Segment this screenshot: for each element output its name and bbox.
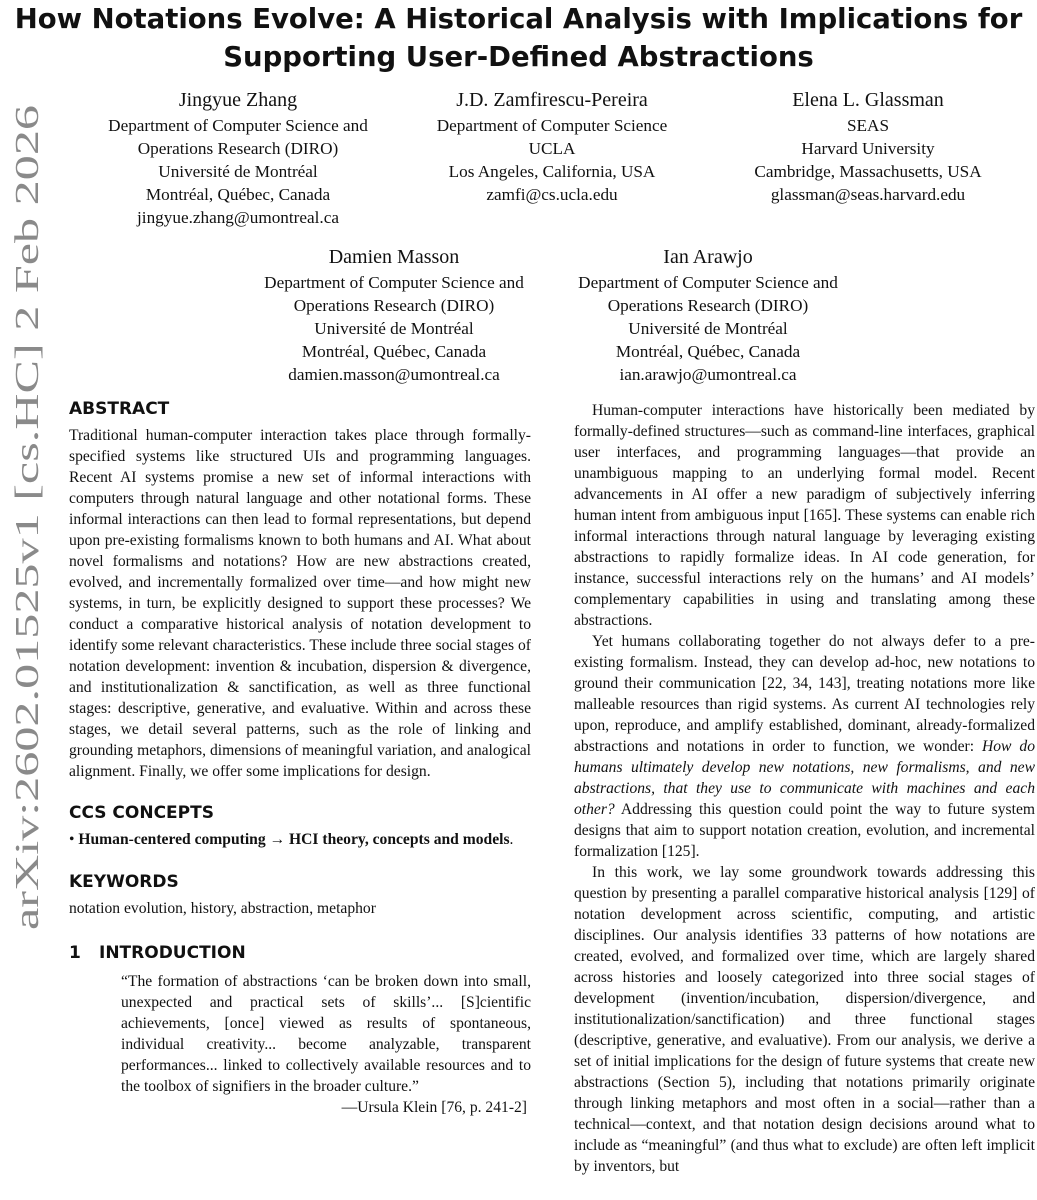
keywords-text: notation evolution, history, abstraction, metaphor xyxy=(69,900,376,917)
title-line-2: Supporting User-Defined Abstractions xyxy=(223,41,814,73)
author-name: Elena L. Glassman xyxy=(792,89,944,111)
ccs-term: Human-centered computing → HCI theory, concepts and models xyxy=(78,831,510,848)
author-affiliation: Montréal, Québec, Canada xyxy=(145,185,331,204)
intro-heading xyxy=(69,942,531,964)
author-name: J.D. Zamfirescu-Pereira xyxy=(456,89,648,111)
ccs-bullet: • xyxy=(69,831,75,848)
paragraph-text: Yet humans collaborating together do not always defer to a pre-existing formalism. Instead, they can develop ad-hoc, new notations to ground their communication [22, 34, 143], treating notations more like malleable resources than rigid systems. As current AI technologies rely upon, reproduce, and amplify established, dominant, already-formalized abstractions and notations in order to function, we wonder: xyxy=(574,633,1035,755)
author-affiliation: Operations Research (DIRO) xyxy=(293,296,495,315)
author-affiliation: Los Angeles, California, USA xyxy=(448,162,656,181)
section-number: 1 xyxy=(69,943,81,963)
author-name: Jingyue Zhang xyxy=(178,89,298,111)
intro-paragraph xyxy=(574,631,1035,862)
author-affiliation: Montréal, Québec, Canada xyxy=(615,342,801,361)
author-block xyxy=(402,88,702,206)
author-affiliation: Cambridge, Massachusetts, USA xyxy=(754,162,982,181)
author-email: damien.masson@umontreal.ca xyxy=(288,365,500,384)
author-affiliation: SEAS xyxy=(846,116,890,135)
author-affiliation: Department of Computer Science and xyxy=(264,273,524,292)
author-email: jingyue.zhang@umontreal.ca xyxy=(137,208,339,227)
arxiv-id: arXiv:2602.01525v1 [cs.HC] 2 Feb 2026 xyxy=(9,370,46,930)
intro-paragraph: Human-computer interactions have historically been mediated by formally-defined structures—such as command-line interfaces, graphical user interfaces, and programming languages—that provide an unambiguous mapping to an underlying formal model. Recent advancements in AI offer a new paradigm of subjectively inferring human intent from ambiguous input [165]. These systems can enable rich informal interactions through natural language by leveraging existing abstractions to rapidly formalize ideas. In AI code generation, for instance, successful interactions rely on the humans’ and AI models’ complementary capabilities in using and translating among these abstractions. xyxy=(574,402,1035,629)
section-title: INTRODUCTION xyxy=(99,943,246,963)
intro-paragraph: In this work, we lay some groundwork towards addressing this question by presenting a parallel comparative historical analysis [129] of notation development across scientific, computing, and artistic disciplines. Our analysis identifies 33 patterns of how notations are created, evolved, and formalized over time, which are largely shared across histories and loosely categorized into three social stages of development (invention/incubation, dispersion/divergence, and institutionalization/sanctification) and three functional stages (descriptive, generative, and evaluative). From our analysis, we derive a set of initial implications for the design of future systems that create new abstractions (Section 5), including that notations primarily originate through linking metaphors and most often in a social—rather than a technical—context, and that notation design decisions around what to include as “meaningful” (and thus what to exclude) are often left implicit by inventors, but xyxy=(574,864,1035,1175)
author-affiliation: Department of Computer Science and xyxy=(578,273,838,292)
author-affiliation: Department of Computer Science xyxy=(436,116,668,135)
author-affiliation: Université de Montréal xyxy=(314,319,474,338)
author-email: glassman@seas.harvard.edu xyxy=(770,185,966,204)
left-column xyxy=(69,398,531,1118)
research-question: How do humans ultimately develop new notations, new formalisms, and new abstractions, that they use to communicate with machines and each other? xyxy=(574,738,1035,818)
author-affiliation: Harvard University xyxy=(801,139,935,158)
author-affiliation: Operations Research (DIRO) xyxy=(607,296,809,315)
author-email: zamfi@cs.ucla.edu xyxy=(486,185,618,204)
title-line-1: How Notations Evolve: A Historical Analysis with Implications for xyxy=(14,3,1023,35)
epigraph-quote: “The formation of abstractions ‘can be broken down into small, unexpected and practical sets of skills’... [S]cientific achievements, [once] viewed as results of spontaneous, individual creativity... become analyzable, transparent performances... linked to collectively available resources and to the toolbox of signifiers in the broader culture.” xyxy=(121,973,531,1095)
author-block xyxy=(548,245,868,386)
author-affiliation: Université de Montréal xyxy=(158,162,318,181)
author-name: Ian Arawjo xyxy=(663,246,753,268)
ccs-concepts xyxy=(69,829,531,850)
paragraph-text: Addressing this question could point the way to future system designs that aim to support notation creation, evolution, and incremental formalization [125]. xyxy=(574,801,1035,860)
author-name: Damien Masson xyxy=(328,246,460,268)
author-block xyxy=(718,88,1018,206)
author-email: ian.arawjo@umontreal.ca xyxy=(619,365,797,384)
right-column xyxy=(574,400,1035,1177)
keywords-heading: KEYWORDS xyxy=(69,872,179,892)
ccs-tail: . xyxy=(509,831,514,848)
paper-title xyxy=(0,0,1037,76)
author-block xyxy=(78,88,398,229)
arxiv-stamp xyxy=(2,100,52,940)
author-affiliation: Operations Research (DIRO) xyxy=(137,139,339,158)
author-affiliation: UCLA xyxy=(528,139,576,158)
author-affiliation: Université de Montréal xyxy=(628,319,788,338)
author-affiliation: Department of Computer Science and xyxy=(108,116,368,135)
ccs-heading: CCS CONCEPTS xyxy=(69,803,214,823)
abstract-heading: ABSTRACT xyxy=(69,399,170,419)
epigraph-attribution: —Ursula Klein [76, p. 241-2] xyxy=(341,1099,527,1116)
author-block xyxy=(234,245,554,386)
abstract-text: Traditional human-computer interaction takes place through formally-specified systems like structured UIs and programming languages. Recent AI systems promise a new set of informal interactions with computers through natural language and other notational forms. These informal interactions can then lead to formal representations, but depend upon pre-existing formalisms known to both humans and AI. What about novel formalisms and notations? How are new abstractions created, evolved, and incrementally formalized over time—and how might new systems, in turn, be explicitly designed to support these processes? We conduct a comparative historical analysis of notation development to identify some relevant characteristics. These include three social stages of notation development: invention & incubation, dispersion & divergence, and institutionalization & sanctification, as well as three functional stages: descriptive, generative, and evaluative. Within and across these stages, we detail several patterns, such as the role of linking and grounding metaphors, dimensions of meaningful variation, and analogical alignment. Finally, we offer some implications for design. xyxy=(69,427,531,780)
author-affiliation: Montréal, Québec, Canada xyxy=(301,342,487,361)
